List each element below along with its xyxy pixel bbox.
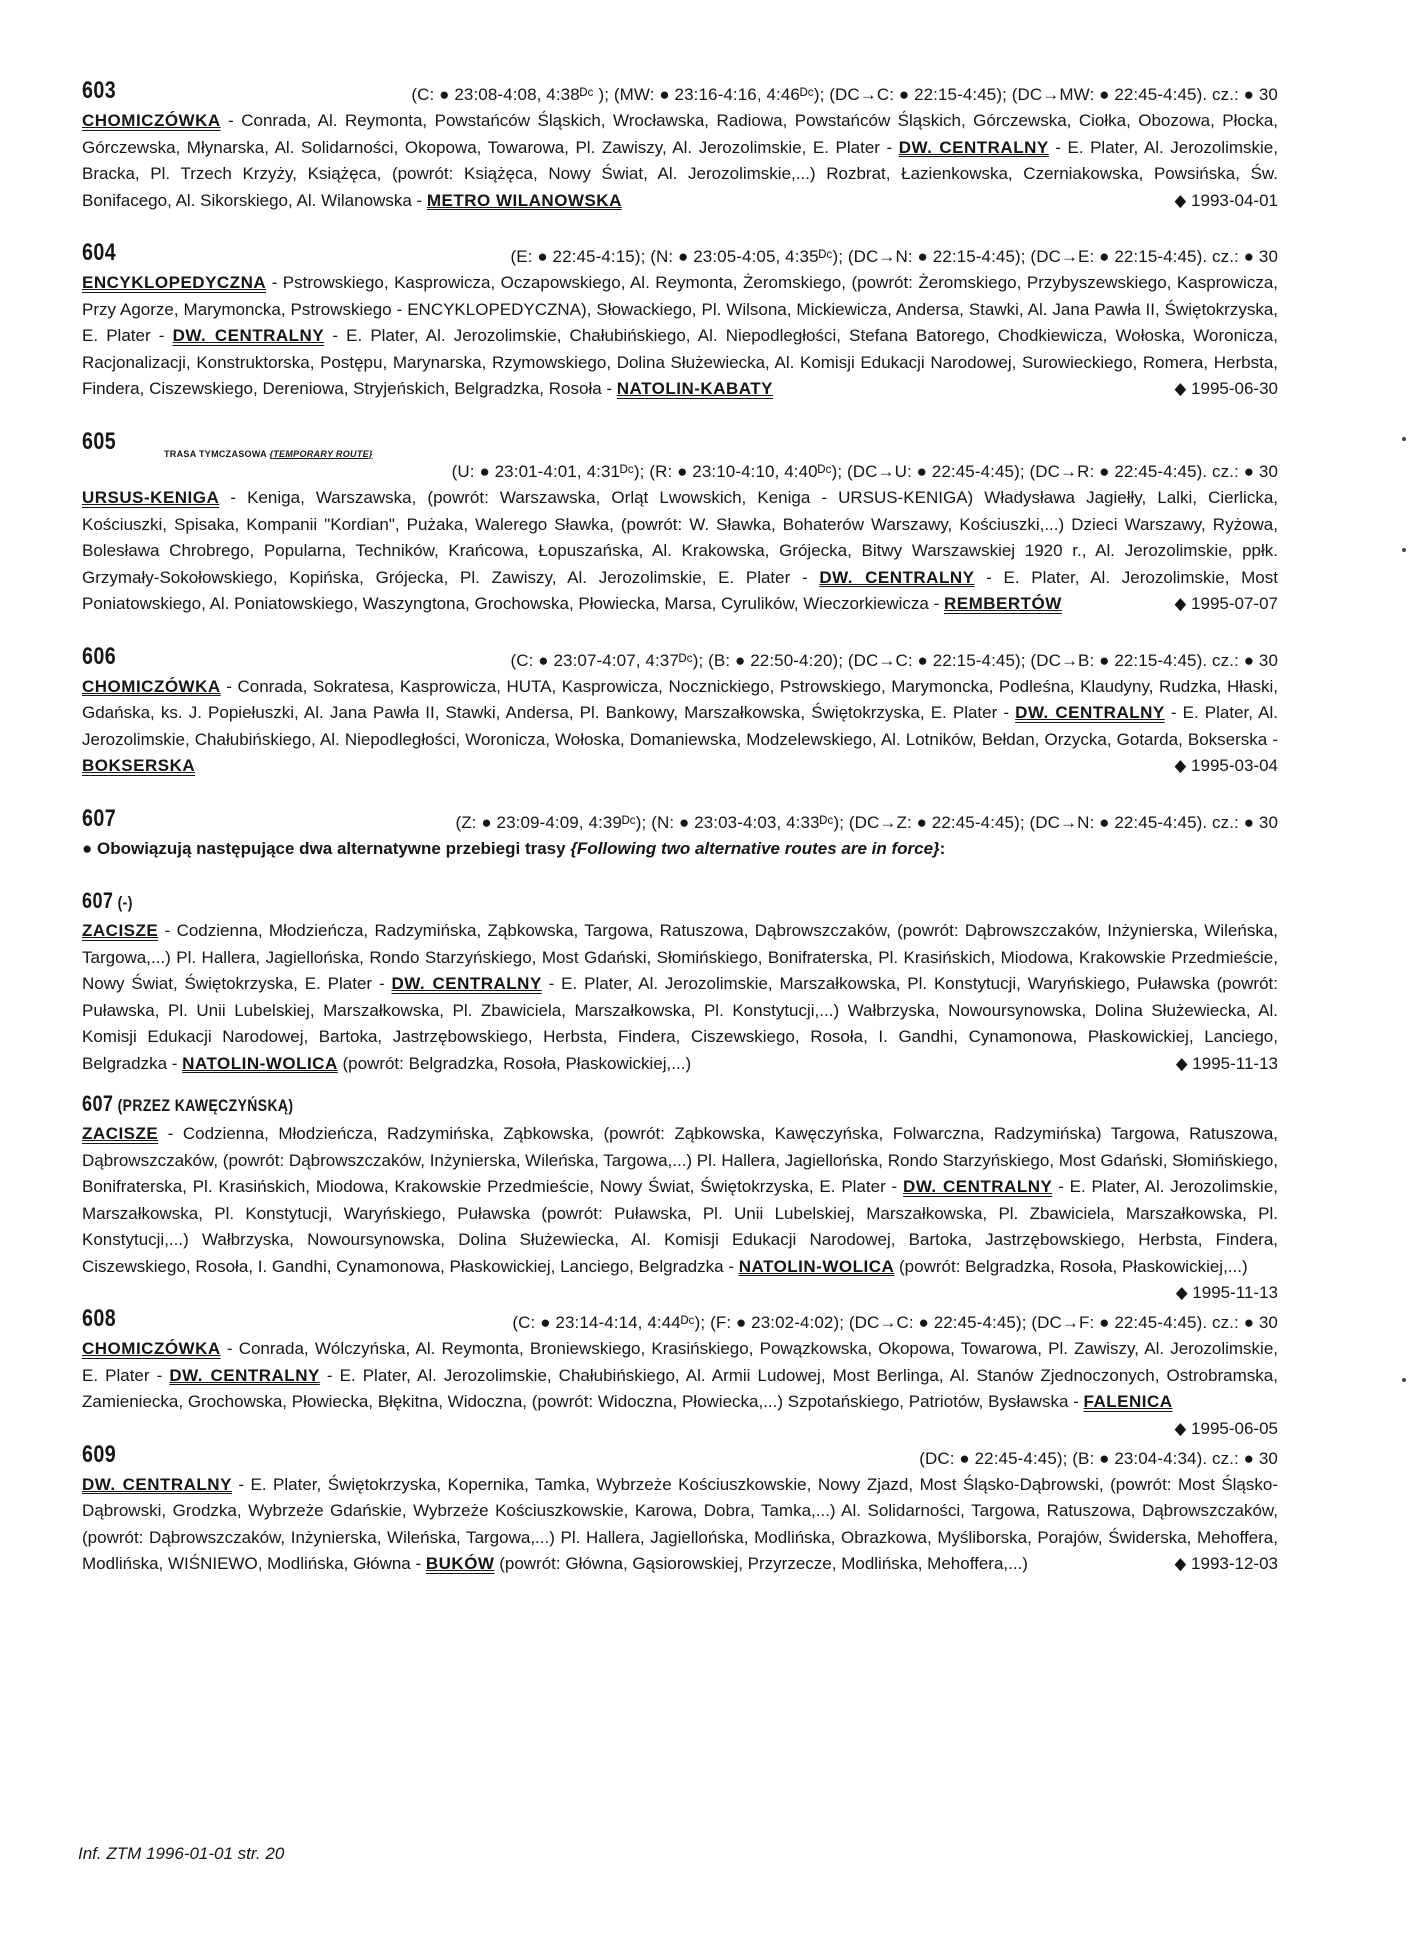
- path-text: - Conrada, Wólczyńska, Al. Reymonta, Broniewskiego, Krasińskiego, Powązkowska, Okopowa, Towarowa, Pl. Zawiszy, Al. Jerozolimskie, E. Plater -: [82, 1339, 1278, 1385]
- route-number: 607: [82, 804, 117, 832]
- terminus-start: CHOMICZÓWKA: [82, 111, 221, 130]
- route-header: [82, 1442, 1278, 1472]
- route-date: ◆ 1995-07-07: [1174, 594, 1278, 613]
- route-date: ◆ 1995-03-04: [1174, 756, 1278, 775]
- path-text: - Pstrowskiego, Kasprowicza, Oczapowskiego, Al. Reymonta, Żeromskiego, (powrót: Żeromskiego, Przybyszewskiego, Kasprowicza, Przy Agorze, Marymoncka, Pstrowskiego - ENCYKLOPEDYCZNA), Słowackiego, Pl. Wilsona, Mickiewicza, Andersa, Stawki, Al. Jana Pawła II, Świętokrzyska, E. Plater -: [82, 273, 1278, 345]
- terminus-start: ENCYKLOPEDYCZNA: [82, 273, 267, 292]
- route-number: 609: [82, 1440, 117, 1468]
- terminus-end: NATOLIN-WOLICA: [182, 1053, 338, 1073]
- route-path: [82, 270, 1278, 403]
- route-number-value: 607: [82, 1091, 114, 1116]
- path-text: - E. Plater, Al. Jerozolimskie, Marszałkowska, Pl. Konstytucji, Waryńskiego, Puławska (powrót: Puławska, Pl. Unii Lubelskiej, Marszałkowska, Pl. Zbawiciela, Marszałkowska, Pl. Konstytucji,...) Wałbrzyska, Nowoursynowska, Dolina Służewiecka, Al. Komisji Edukacji Narodowej, Bartoka, Jastrzębowskiego, Herbsta, Findera, Ciszewskiego, Rosoła, I. Gandhi, Cynamonowa, Płaskowickiej, Lanciego, Belgradzka -: [82, 974, 1278, 1073]
- path-text: - E. Plater, Al. Jerozolimskie, Chałubińskiego, Al. Armii Ludowej, Most Berlinga, Al. Stanów Zjednoczonych, Ostrobramska, Zamieniecka, Grochowska, Płowiecka, Błękitna, Widoczna, (powrót: Widoczna, Płowiecka,...) Szpotańskiego, Patriotów, Bysławska -: [82, 1365, 1278, 1411]
- path-text: - Conrada, Al. Reymonta, Powstańców Śląskich, Wrocławska, Radiowa, Powstańców Śląskich, Górczewska, Ciołka, Obozowa, Płocka, Górczewska, Młynarska, Al. Solidarności, Okopowa, Towarowa, Pl. Zawiszy, Al. Jerozolimskie, E. Plater -: [82, 111, 1278, 157]
- page-footer: Inf. ZTM 1996-01-01 str. 20: [78, 1844, 285, 1863]
- route-header: [82, 888, 1278, 918]
- route-number: 603: [82, 77, 117, 104]
- route-605: [82, 429, 1278, 618]
- terminus-end: NATOLIN-WOLICA: [738, 1256, 895, 1276]
- path-text: - E. Plater, Świętokrzyska, Kopernika, Tamka, Wybrzeże Kościuszkowskie, Nowy Zjazd, Most Śląsko-Dąbrowski, (powrót: Most Śląsko-Dąbrowski, Grodzka, Wybrzeże Gdańskie, Wybrzeże Kościuszkowskie, Karowa, Dobra, Tamka,...) Al. Solidarności, Targowa, Ratuszowa, Dąbrowszczaków, (powrót: Dąbrowszczaków, Inżynierska, Wileńska, Targowa,...) Pl. Hallera, Jagiellońska, Modlińska, Obrazkowa, Myśliborska, Porajów, Świderska, Mehoffera, Modlińska, WIŚNIEWO, Modlińska, Główna -: [82, 1474, 1279, 1573]
- path-text: - Codzienna, Młodzieńcza, Radzymińska, Ząbkowska, (powrót: Ząbkowska, Kawęczyńska, Folwarczna, Radzymińska) Targowa, Ratuszowa, Dąbrowszczaków, (powrót: Dąbrowszczaków, Inżynierska, Wileńska, Targowa,...) Pl. Hallera, Jagiellońska, Rondo Starzyńskiego, Most Gdański, Słomińskiego, Bonifraterska, Pl. Krasińskich, Miodowa, Krakowskie Przedmieście, Nowy Świat, Świętokrzyska, E. Plater -: [82, 1124, 1278, 1196]
- terminus-start: CHOMICZÓWKA: [82, 676, 221, 696]
- route-header: [82, 1091, 1278, 1121]
- route-number: 606: [82, 642, 117, 670]
- route-608: [82, 1305, 1278, 1438]
- path-text: - Conrada, Sokratesa, Kasprowicza, HUTA, Kasprowicza, Nocznickiego, Pstrowskiego, Marymoncka, Podleśna, Klaudyny, Rudzka, Hłaski, Gdańska, ks. J. Popiełuszki, Al. Jana Pawła II, Stawki, Andersa, Pl. Bankowy, Marszałkowska, Świętokrzyska, E. Plater -: [82, 676, 1278, 722]
- path-text: (powrót: Główna, Gąsiorowskiej, Przyrzecze, Modlińska, Mehoffera,...): [494, 1554, 1028, 1573]
- route-path: [82, 1121, 1278, 1302]
- terminus-mid: DW. CENTRALNY: [391, 974, 542, 993]
- route-times: (Z: ● 23:09-4:09, 4:39ᴰᶜ); (N: ● 23:03-4:03, 4:33ᴰᶜ); (DC→Z: ● 22:45-4:45); (DC→N: ● 22:45-4:45). cz.: ● 30: [455, 812, 1278, 832]
- route-path: [82, 1472, 1278, 1578]
- route-603: [82, 78, 1278, 214]
- route-path: [82, 108, 1278, 214]
- terminus-mid: DW. CENTRALNY: [903, 1177, 1053, 1196]
- temporary-route-label-en: {TEMPORARY ROUTE}: [269, 448, 373, 459]
- route-header: [82, 78, 1278, 108]
- route-variant-tag: (PRZEZ KAWĘCZYŃSKĄ): [113, 1096, 294, 1115]
- page-content: [82, 78, 1278, 1604]
- terminus-start: DW. CENTRALNY: [82, 1474, 232, 1494]
- route-header: [82, 644, 1278, 674]
- route-times: (U: ● 23:01-4:01, 4:31ᴰᶜ); (R: ● 23:10-4:10, 4:40ᴰᶜ); (DC→U: ● 22:45-4:45); (DC→R: ● 22:45-4:45). cz.: ● 30: [451, 461, 1278, 481]
- route-607-variant-b: [82, 1091, 1278, 1302]
- path-text: (powrót: Belgradzka, Rosoła, Płaskowickiej,...): [337, 1053, 692, 1073]
- route-number: 605: [82, 427, 117, 455]
- notice-text-en: {Following two alternative routes are in force}: [570, 838, 940, 858]
- route-date: ◆ 1995-11-13: [1175, 1053, 1278, 1073]
- route-604: [82, 240, 1278, 403]
- route-number: [82, 888, 133, 917]
- temporary-route-note: [164, 441, 373, 468]
- route-header: [82, 240, 1278, 270]
- route-times: (C: ● 23:07-4:07, 4:37ᴰᶜ); (B: ● 22:50-4:20); (DC→C: ● 22:15-4:45); (DC→B: ● 22:15-4:45). cz.: ● 30: [510, 650, 1278, 670]
- path-text: - Codzienna, Młodzieńcza, Radzymińska, Ząbkowska, Targowa, Ratuszowa, Dąbrowszczaków, (powrót: Dąbrowszczaków, Inżynierska, Wileńska, Targowa,...) Pl. Hallera, Jagiellońska, Rondo Starzyńskiego, Most Gdański, Słomińskiego, Bonifraterska, Pl. Krasińskich, Miodowa, Krakowskie Przedmieście, Nowy Świat, Świętokrzyska, E. Plater -: [82, 921, 1278, 993]
- terminus-mid: DW. CENTRALNY: [172, 326, 325, 345]
- margin-dot: [1402, 437, 1406, 441]
- route-path: [82, 485, 1278, 618]
- route-path: [82, 1336, 1278, 1438]
- notice-text: ● Obowiązują następujące dwa alternatywne przebiegi trasy: [82, 838, 571, 858]
- terminus-start: ZACISZE: [82, 1124, 159, 1143]
- margin-dot: [1402, 548, 1406, 552]
- terminus-start: URSUS-KENIGA: [82, 488, 220, 507]
- terminus-start: ZACISZE: [82, 921, 159, 940]
- route-times: (DC: ● 22:45-4:45); (B: ● 23:04-4:34). cz.: ● 30: [919, 1448, 1278, 1468]
- route-date: ◆ 1993-12-03: [1174, 1554, 1278, 1573]
- terminus-mid: DW. CENTRALNY: [898, 137, 1049, 157]
- route-607-variant-a: [82, 888, 1278, 1077]
- path-text: - Keniga, Warszawska, (powrót: Warszawska, Orląt Lwowskich, Keniga - URSUS-KENIGA) Władysława Jagiełły, Lalki, Cierlicka, Kościuszki, Spisaka, Kompanii "Kordian", Pużaka, Walerego Sławka, (powrót: W. Sławka, Bohaterów Warszawy, Kościuszki,...) Dzieci Warszawy, Ryżowa, Bolesława Chrobrego, Popularna, Techników, Krańcowa, Łopuszańska, Al. Krakowska, Grójecka, Bitwy Warszawskiej 1920 r., Al. Jerozolimskie, ppłk. Grzymały-Sokołowskiego, Kopińska, Grójecka, Pl. Zawiszy, Al. Jerozolimskie, E. Plater -: [82, 488, 1278, 587]
- temporary-route-label: TRASA TYMCZASOWA: [164, 448, 267, 459]
- route-path: [82, 674, 1278, 780]
- route-609: [82, 1442, 1278, 1578]
- path-text: - E. Plater, Al. Jerozolimskie, Most Poniatowskiego, Al. Poniatowskiego, Waszyngtona, Grochowska, Płowiecka, Marsa, Cyrulików, Wieczorkiewicza -: [82, 567, 1278, 613]
- route-date: ◆ 1995-06-30: [1174, 379, 1278, 398]
- path-text: - E. Plater, Al. Jerozolimskie, Marszałkowska, Pl. Konstytucji, Waryńskiego, Puławska (powrót: Puławska, Pl. Unii Lubelskiej, Marszałkowska, Pl. Zbawiciela, Marszałkowska, Pl. Konstytucji,...) Wałbrzyska, Nowoursynowska, Dolina Służewiecka, Al. Komisji Edukacji Narodowej, Bartoka, Jastrzębowskiego, Herbsta, Findera, Ciszewskiego, Rosoła, I. Gandhi, Cynamonowa, Płaskowickiej, Lanciego, Belgradzka -: [82, 1177, 1278, 1276]
- notice-colon: :: [939, 838, 946, 858]
- route-number-value: 607: [82, 888, 114, 913]
- terminus-mid: DW. CENTRALNY: [819, 567, 975, 587]
- terminus-end: FALENICA: [1083, 1392, 1173, 1411]
- path-text: - E. Plater, Al. Jerozolimskie, Bracka, Pl. Trzech Krzyży, Książęca, (powrót: Książęca, Nowy Świat, Al. Jerozolimskie,...) Rozbrat, Łazienkowska, Czerniakowska, Powsińska, Św. Bonifacego, Al. Sikorskiego, Al. Wilanowska -: [82, 137, 1278, 210]
- route-606: [82, 644, 1278, 780]
- terminus-end: BUKÓW: [425, 1554, 495, 1573]
- route-number: 604: [82, 239, 117, 266]
- alternative-routes-notice: [82, 836, 1278, 863]
- terminus-end: REMBERTÓW: [944, 594, 1062, 613]
- path-text: - E. Plater, Al. Jerozolimskie, Chałubińskiego, Al. Niepodległości, Woronicza, Wołoska, Domaniewska, Modzelewskiego, Al. Lotników, Bełdan, Orzycka, Gotarda, Bokserska -: [82, 703, 1279, 749]
- route-times: (C: ● 23:14-4:14, 4:44ᴰᶜ); (F: ● 23:02-4:02); (DC→C: ● 22:45-4:45); (DC→F: ● 22:45-4:45). cz.: ● 30: [512, 1313, 1278, 1332]
- route-variant-tag: (-): [113, 893, 133, 912]
- route-path: [82, 918, 1278, 1077]
- path-text: (powrót: Belgradzka, Rosoła, Płaskowickiej,...): [894, 1256, 1248, 1276]
- route-header: [82, 429, 1278, 459]
- route-header: [82, 806, 1278, 836]
- route-607: [82, 806, 1278, 863]
- route-number: 608: [82, 1305, 117, 1332]
- route-times: (C: ● 23:08-4:08, 4:38ᴰᶜ ); (MW: ● 23:16-4:16, 4:46ᴰᶜ); (DC→C: ● 22:15-4:45); (DC→MW: ● 22:45-4:45). cz.: ● 30: [411, 85, 1278, 104]
- terminus-end: METRO WILANOWSKA: [426, 190, 622, 210]
- route-times: (E: ● 22:45-4:15); (N: ● 23:05-4:05, 4:35ᴰᶜ); (DC→N: ● 22:15-4:45); (DC→E: ● 22:15-4:45). cz.: ● 30: [510, 247, 1278, 266]
- terminus-mid: DW. CENTRALNY: [169, 1365, 320, 1385]
- route-date: ◆ 1995-06-05: [1174, 1418, 1278, 1438]
- margin-dot: [1402, 1378, 1406, 1382]
- route-date: ◆ 1993-04-01: [1174, 190, 1278, 210]
- terminus-start: CHOMICZÓWKA: [82, 1339, 221, 1358]
- terminus-end: NATOLIN-KABATY: [616, 379, 773, 398]
- terminus-mid: DW. CENTRALNY: [1015, 703, 1165, 722]
- terminus-end: BOKSERSKA: [82, 756, 196, 775]
- path-text: - E. Plater, Al. Jerozolimskie, Chałubińskiego, Al. Niepodległości, Stefana Batorego, Chodkiewicza, Wołoska, Woronicza, Racjonalizacji, Konstruktorska, Postępu, Marynarska, Rzymowskiego, Dolina Służewiecka, Al. Komisji Edukacji Narodowej, Surowieckiego, Romera, Herbsta, Findera, Ciszewskiego, Dereniowa, Stryjeńskich, Belgradzka, Rosoła -: [82, 326, 1278, 398]
- route-date: ◆ 1995-11-13: [1175, 1283, 1278, 1302]
- route-number: [82, 1091, 293, 1120]
- route-header: [82, 1306, 1278, 1336]
